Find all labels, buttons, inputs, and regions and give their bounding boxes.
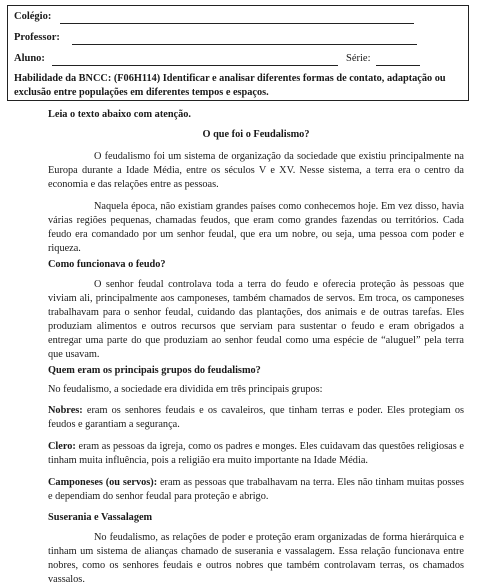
heading-principais-grupos: Quem eram os principais grupos do feudalismo? <box>48 365 261 376</box>
nobres-label: Nobres: <box>48 405 83 416</box>
clero-text: eram as pessoas da igreja, como os padres e monges. Eles cuidavam das questões religiosas e tinham muita influência, pois a religião era muito importante na Idade Média. <box>48 441 464 466</box>
group-nobres <box>48 404 464 432</box>
group-camponeses <box>48 476 464 504</box>
aluno-line <box>52 65 338 66</box>
clero-label: Clero: <box>48 441 76 452</box>
paragraph-3: O senhor feudal controlava toda a terra do feudo e oferecia proteção às pessoas que viviam ali, principalmente aos camponeses, também chamados de servos. Em troca, os camponeses trabalhavam para o senhor feudal, cuidando das plantações, dos animais e de outras tarefas. Eles produziam alimentos e outros recursos que serviam para sustentar o feudo e eram obrigados a entregar uma parte do que produziam ao senhor feudal como uma espécie de “aluguel” pela terra que usavam. <box>48 279 464 360</box>
student-info-header <box>7 5 469 101</box>
paragraph-2: Naquela época, não existiam grandes países como conhecemos hoje. Em vez disso, havia várias regiões pequenas, chamadas feudos, que eram como grandes fazendas ou territórios. Cada feudo era comandado por um senhor feudal, que era um nobre, ou seja, uma pessoa com poder e riqueza. <box>48 201 464 254</box>
professor-label: Professor: <box>14 32 60 43</box>
camponeses-label: Camponeses (ou servos): <box>48 477 158 488</box>
bncc-skill-statement: Habilidade da BNCC: (F06H114) Identificar e analisar diferentes formas de contato, adaptação ou exclusão entre populações em diferentes tempos e espaços. <box>14 73 446 98</box>
camponeses-text: eram as pessoas que trabalhavam na terra. Eles não tinham muitas posses e dependiam do senhor feudal para proteção e abrigo. <box>48 477 465 502</box>
serie-label: Série: <box>346 53 371 64</box>
professor-line <box>72 44 417 45</box>
colegio-line <box>60 23 414 24</box>
nobres-text: eram os senhores feudais e os cavaleiros, que tinham terras e poder. Eles protegiam os feudos e garantiam a segurança. <box>48 405 464 430</box>
paragraph-4: No feudalismo, a sociedade era dividida em três principais grupos: <box>48 384 323 395</box>
serie-line <box>376 65 420 66</box>
heading-como-funcionava: Como funcionava o feudo? <box>48 259 166 270</box>
colegio-label: Colégio: <box>14 11 52 22</box>
heading-suserania: Suserania e Vassalagem <box>48 512 153 523</box>
instruction: Leia o texto abaixo com atenção. <box>48 109 191 120</box>
aluno-label: Aluno: <box>14 53 45 64</box>
text-title: O que foi o Feudalismo? <box>202 129 310 140</box>
paragraph-5: No feudalismo, as relações de poder e proteção eram organizadas de forma hierárquica e tinham um sistema de alianças chamado de suserania e vassalagem. Essa relação funcionava entre nobres, como os senhores feudais e outros nobres que também controlavam terras, os chamados vassalos. <box>48 532 464 585</box>
group-clero <box>48 440 464 468</box>
paragraph-1: O feudalismo foi um sistema de organização da sociedade que existiu principalmente na Europa durante a Idade Média, entre os séculos V e XV. Nesse sistema, a terra era o centro da economia e das relações entre as pessoas. <box>48 151 464 190</box>
